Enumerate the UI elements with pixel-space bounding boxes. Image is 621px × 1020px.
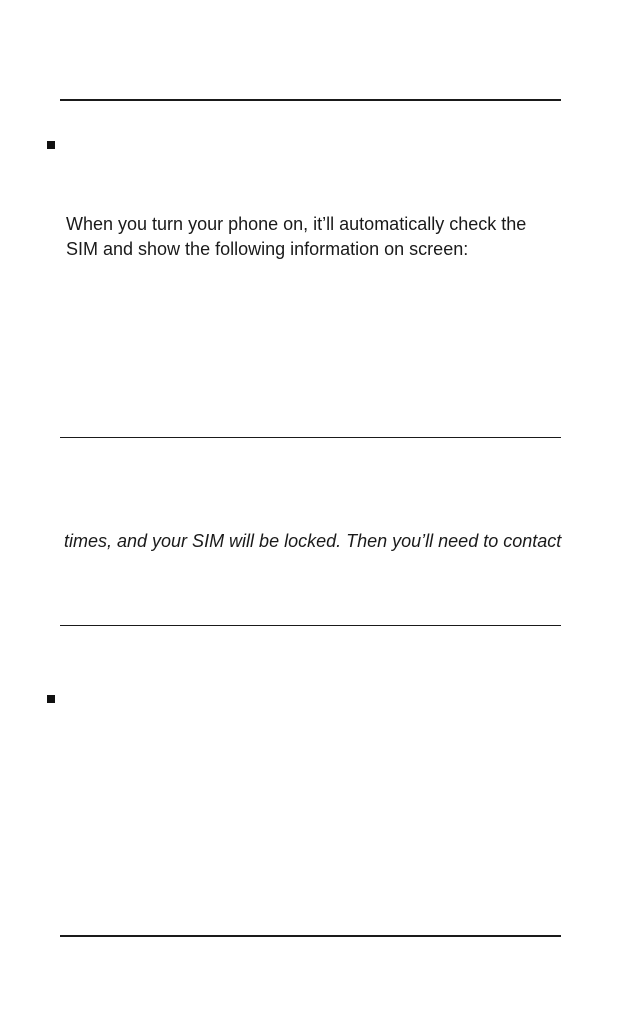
bullet-square-icon: [47, 141, 55, 149]
note-top-divider: [60, 437, 561, 438]
intro-line-2: SIM and show the following information on screen:: [66, 239, 469, 259]
note-bottom-divider: [60, 625, 561, 626]
bottom-divider: [60, 935, 561, 937]
note-line: times, and your SIM will be locked. Then you’ll need to contact: [64, 531, 562, 551]
top-divider: [60, 99, 561, 101]
bullet-square-icon: [47, 695, 55, 703]
intro-line-1: When you turn your phone on, it’ll automatically check the: [66, 214, 527, 234]
